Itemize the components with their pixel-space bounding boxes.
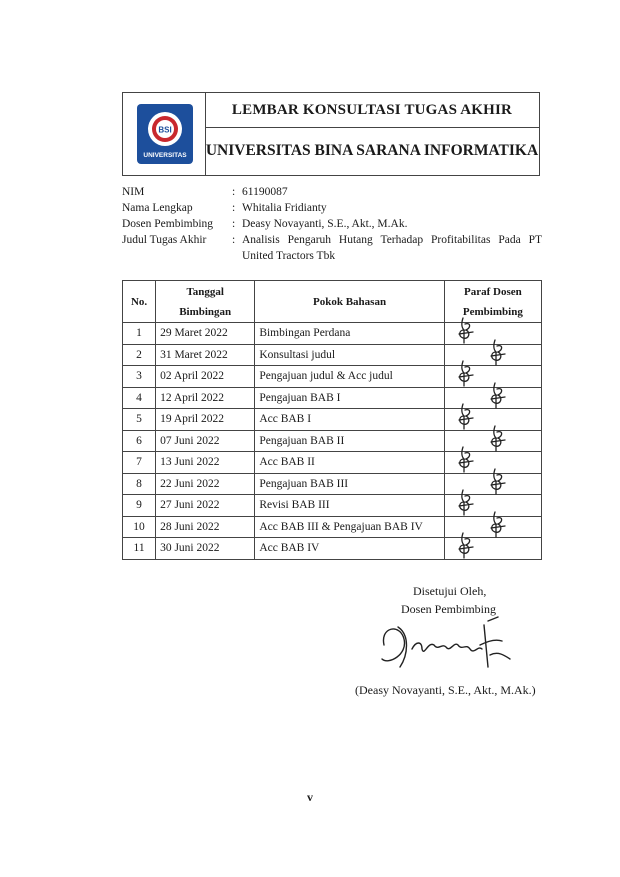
row-topic: Pengajuan BAB I xyxy=(255,387,444,409)
row-number: 2 xyxy=(123,344,156,366)
row-topic: Acc BAB I xyxy=(255,409,444,431)
name-label: Nama Lengkap xyxy=(122,202,193,214)
thesis-title-line2: United Tractors Tbk xyxy=(242,250,336,262)
row-number: 6 xyxy=(123,430,156,452)
row-topic: Pengajuan judul & Acc judul xyxy=(255,366,444,388)
consultation-table xyxy=(122,280,542,560)
table-row xyxy=(123,495,542,517)
table-row xyxy=(123,516,542,538)
thesis-label: Judul Tugas Akhir xyxy=(122,234,207,246)
student-info xyxy=(122,184,542,264)
initial-signature xyxy=(455,402,477,430)
name-row: Nama Lengkap : Whitalia Fridianty xyxy=(122,200,542,216)
nim-row: NIM : 61190087 xyxy=(122,184,542,200)
initial-signature xyxy=(487,510,509,538)
table-row xyxy=(123,473,542,495)
col-no: No. xyxy=(123,281,156,323)
row-number: 1 xyxy=(123,323,156,345)
thesis-title-line1: Analisis Pengaruh Hutang Terhadap Profitabilitas Pada PT xyxy=(242,234,542,246)
nim-value: 61190087 xyxy=(242,186,288,198)
page-number: v xyxy=(307,790,313,804)
row-date: 19 April 2022 xyxy=(156,409,255,431)
approval-line2: Dosen Pembimbing xyxy=(401,602,496,616)
col-signature: Paraf Dosen Pembimbing xyxy=(444,281,541,323)
row-date: 30 Juni 2022 xyxy=(156,538,255,560)
initial-signature xyxy=(455,445,477,473)
row-signature-cell xyxy=(444,538,541,560)
initial-signature xyxy=(455,316,477,344)
logo-cell xyxy=(123,93,206,175)
initial-signature xyxy=(455,488,477,516)
row-topic: Acc BAB II xyxy=(255,452,444,474)
nim-label: NIM xyxy=(122,186,145,198)
thesis-row: Judul Tugas Akhir : Analisis Pengaruh Hutang Terhadap Profitabilitas Pada PT xyxy=(122,234,542,246)
advisor-name-signed: (Deasy Novayanti, S.E., Akt., M.Ak.) xyxy=(355,683,536,697)
initial-signature xyxy=(487,338,509,366)
col-topic: Pokok Bahasan xyxy=(255,281,444,323)
advisor-row: Dosen Pembimbing : Deasy Novayanti, S.E., Akt., M.Ak. xyxy=(122,216,542,232)
logo-text: UNIVERSITAS xyxy=(143,152,187,159)
row-topic: Pengajuan BAB II xyxy=(255,430,444,452)
row-topic: Bimbingan Perdana xyxy=(255,323,444,345)
row-date: 07 Juni 2022 xyxy=(156,430,255,452)
advisor-label: Dosen Pembimbing xyxy=(122,218,214,230)
row-date: 27 Juni 2022 xyxy=(156,495,255,517)
row-number: 8 xyxy=(123,473,156,495)
name-value: Whitalia Fridianty xyxy=(242,202,327,214)
initial-signature xyxy=(455,359,477,387)
row-date: 29 Maret 2022 xyxy=(156,323,255,345)
row-topic: Konsultasi judul xyxy=(255,344,444,366)
row-date: 31 Maret 2022 xyxy=(156,344,255,366)
table-row xyxy=(123,323,542,345)
row-date: 22 Juni 2022 xyxy=(156,473,255,495)
logo-mark: BSI xyxy=(158,125,172,135)
row-topic: Pengajuan BAB III xyxy=(255,473,444,495)
row-number: 9 xyxy=(123,495,156,517)
table-row xyxy=(123,387,542,409)
row-date: 28 Juni 2022 xyxy=(156,516,255,538)
row-number: 5 xyxy=(123,409,156,431)
col-date: Tanggal Bimbingan xyxy=(156,281,255,323)
institution-name: UNIVERSITAS BINA SARANA INFORMATIKA xyxy=(205,142,539,159)
thesis-row-cont xyxy=(122,248,542,264)
approval-block xyxy=(355,582,555,618)
advisor-signature xyxy=(370,615,520,675)
university-logo xyxy=(137,104,193,164)
row-topic: Acc BAB III & Pengajuan BAB IV xyxy=(255,516,444,538)
table-row xyxy=(123,409,542,431)
table-row xyxy=(123,538,542,560)
table-header xyxy=(123,281,542,323)
row-date: 02 April 2022 xyxy=(156,366,255,388)
row-date: 12 April 2022 xyxy=(156,387,255,409)
initial-signature xyxy=(455,531,477,559)
initial-signature xyxy=(487,381,509,409)
table-row xyxy=(123,452,542,474)
row-topic: Acc BAB IV xyxy=(255,538,444,560)
initial-signature xyxy=(487,424,509,452)
row-number: 4 xyxy=(123,387,156,409)
row-number: 3 xyxy=(123,366,156,388)
table-row xyxy=(123,430,542,452)
approval-line1: Disetujui Oleh, xyxy=(413,584,487,598)
document-title: LEMBAR KONSULTASI TUGAS AKHIR xyxy=(205,93,539,128)
initial-signature xyxy=(487,467,509,495)
row-number: 7 xyxy=(123,452,156,474)
document-header xyxy=(122,92,540,176)
advisor-value: Deasy Novayanti, S.E., Akt., M.Ak. xyxy=(242,218,408,230)
row-number: 10 xyxy=(123,516,156,538)
row-date: 13 Juni 2022 xyxy=(156,452,255,474)
table-row xyxy=(123,366,542,388)
table-row xyxy=(123,344,542,366)
row-topic: Revisi BAB III xyxy=(255,495,444,517)
row-number: 11 xyxy=(123,538,156,560)
